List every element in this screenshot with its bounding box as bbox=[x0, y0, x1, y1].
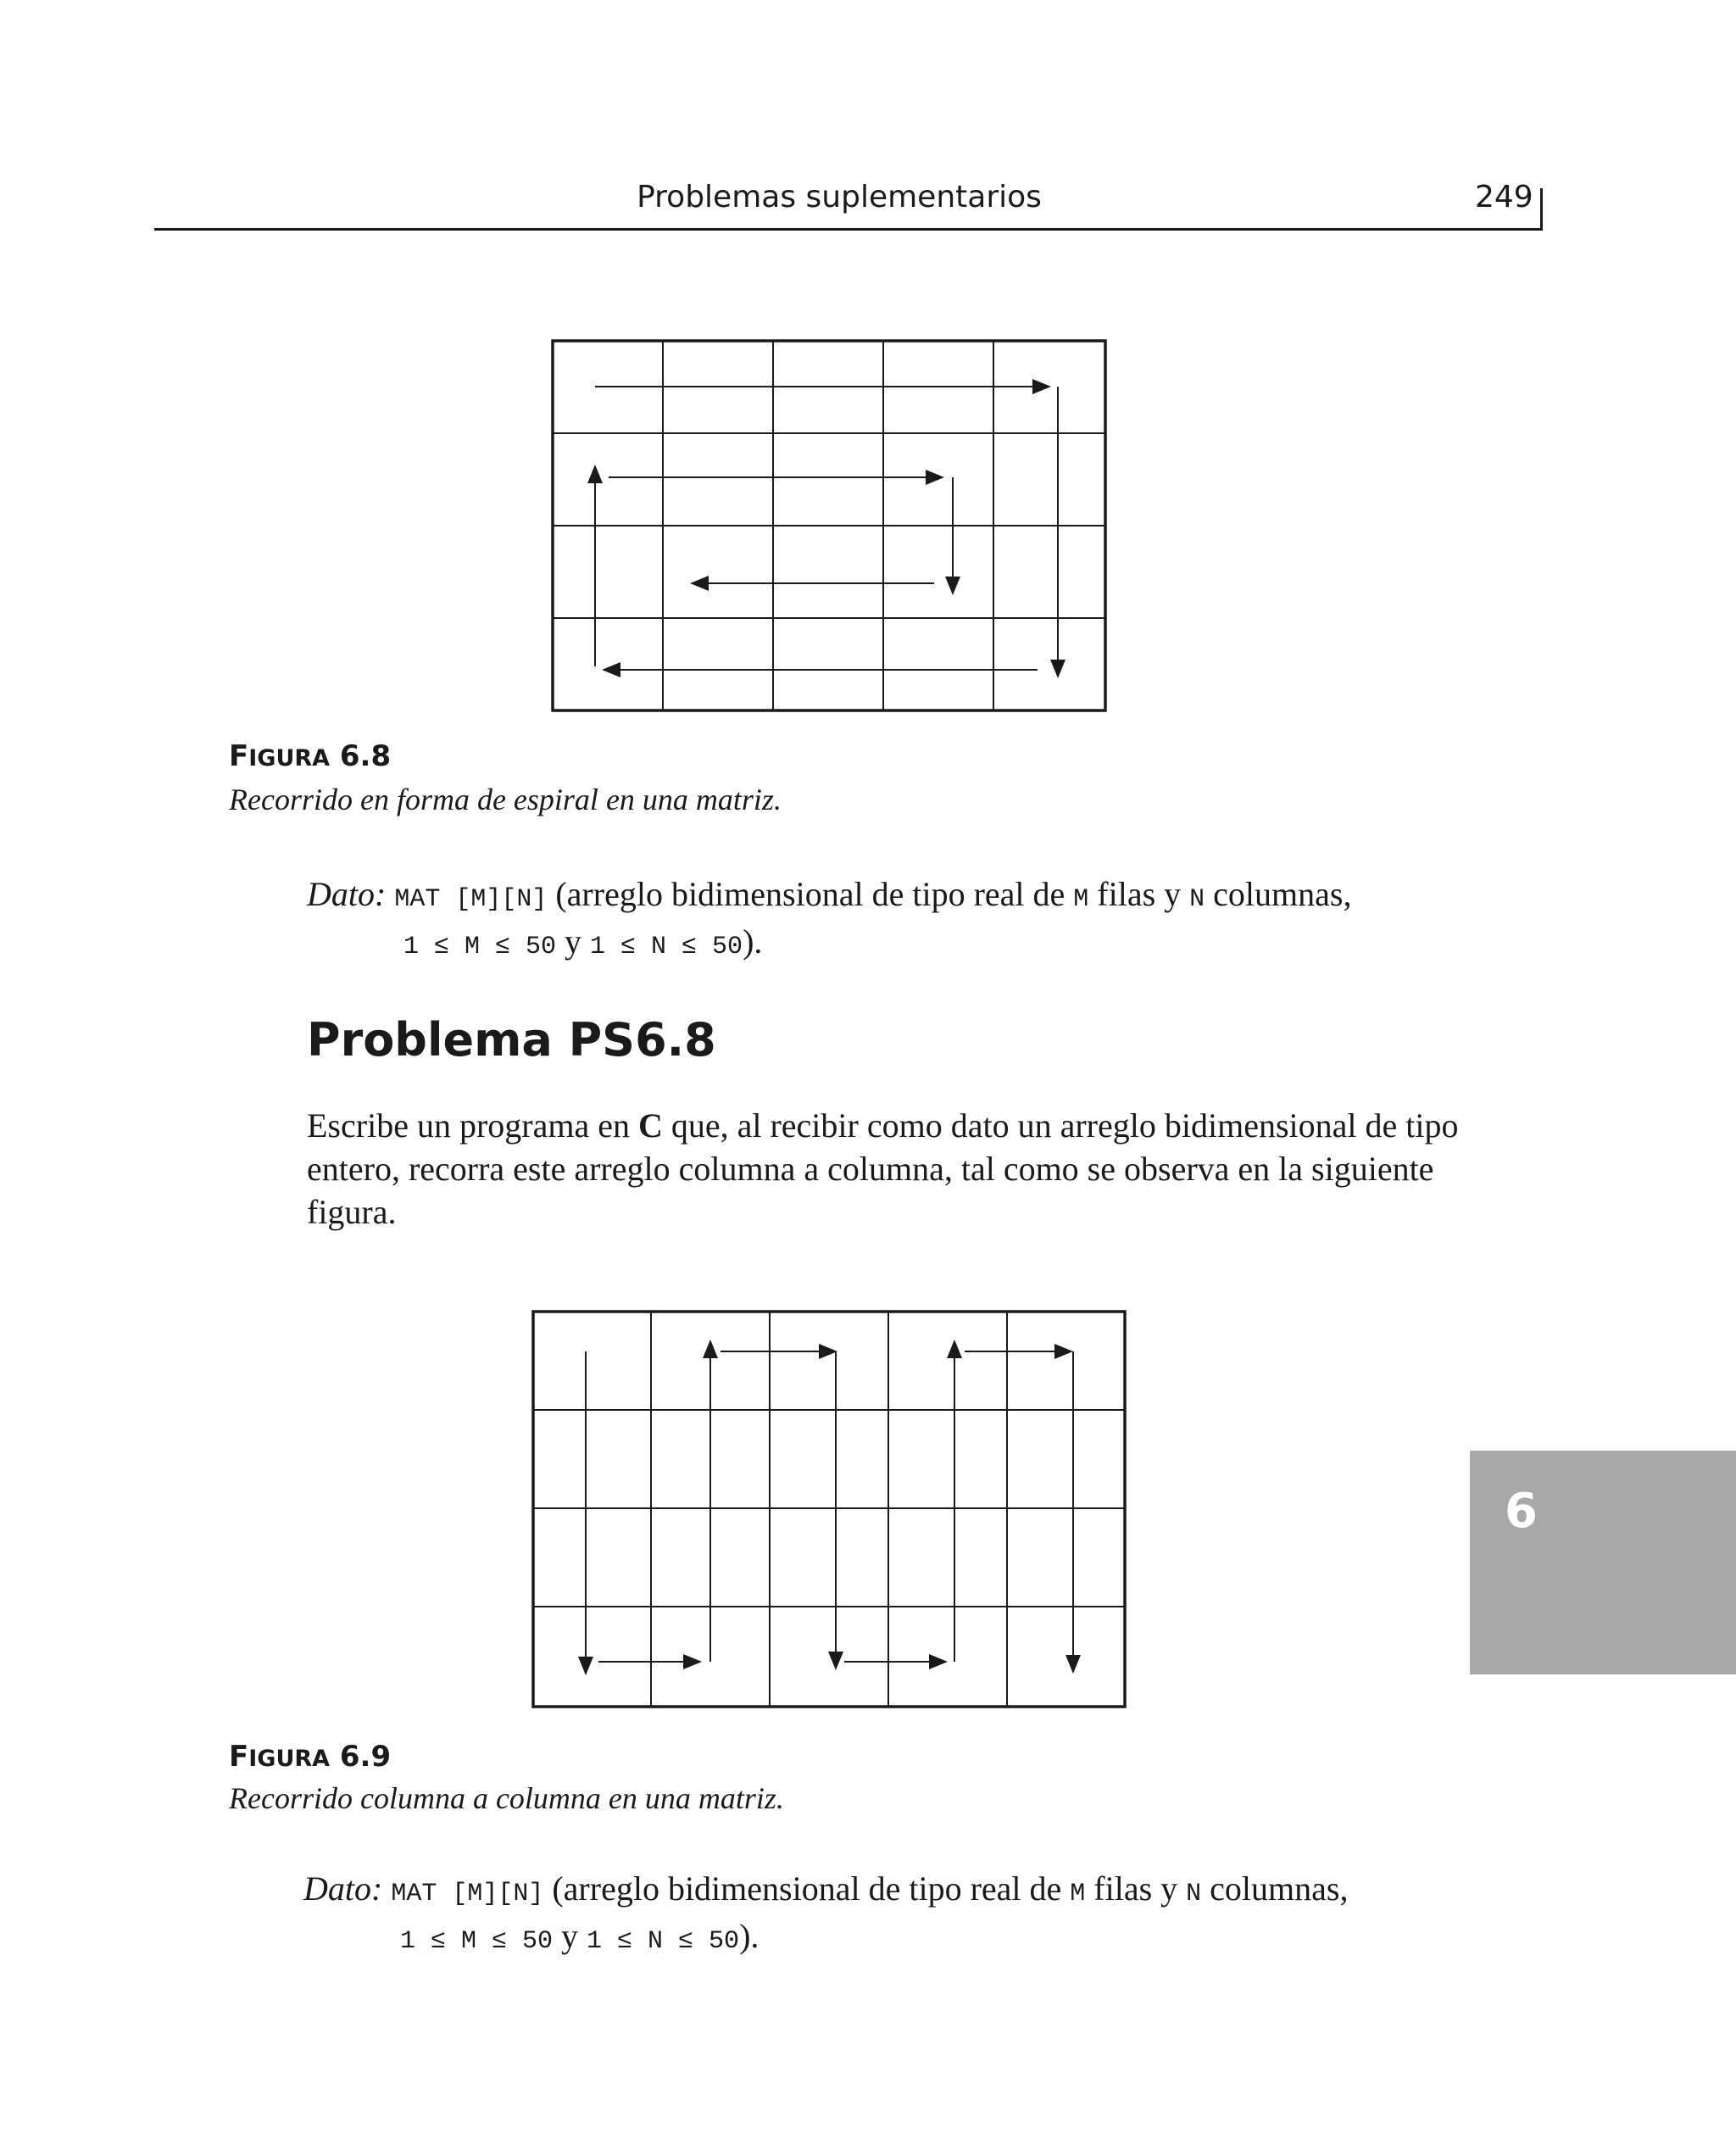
dato-constraints-1 bbox=[403, 922, 762, 961]
running-header-title: Problemas suplementarios bbox=[637, 180, 1042, 214]
label-number: 6.8 bbox=[330, 739, 392, 773]
figure-6-8-label bbox=[229, 739, 391, 773]
dato-m: M bbox=[1070, 1880, 1086, 1908]
dato-line-1 bbox=[307, 874, 1351, 914]
label-prefix: F bbox=[229, 1740, 249, 1774]
statement-bold-c: C bbox=[637, 1106, 663, 1145]
spiral-path-arrows bbox=[595, 387, 1058, 677]
matrix-grid bbox=[553, 341, 1105, 710]
figure-6-9-caption: Recorrido columna a columna en una matriz. bbox=[229, 1781, 784, 1815]
statement-text: que, al recibir como dato un arreglo bidimensional de tipo entero, recorra este arreglo columna a columna, tal como se observa en la siguiente figura. bbox=[307, 1106, 1459, 1231]
statement-text: Escribe un programa en bbox=[307, 1106, 638, 1145]
header-rule-tick bbox=[1540, 188, 1543, 231]
constraint-n: 1 ≤ N ≤ 50 bbox=[587, 1927, 740, 1956]
dato-line-2 bbox=[303, 1869, 1348, 1908]
header-rule bbox=[154, 228, 1543, 231]
matrix-grid bbox=[533, 1312, 1125, 1707]
constraint-m: 1 ≤ M ≤ 50 bbox=[403, 933, 557, 961]
dato-text: y bbox=[553, 1917, 587, 1955]
dato-m: M bbox=[1073, 885, 1089, 914]
label-smallcaps: IGURA bbox=[248, 745, 331, 772]
dato-constraints-2 bbox=[400, 1916, 759, 1956]
problem-statement bbox=[307, 1104, 1477, 1234]
constraint-m: 1 ≤ M ≤ 50 bbox=[400, 1927, 554, 1956]
dato-code: MAT [M][N] bbox=[394, 885, 548, 914]
figure-6-8-spiral-diagram bbox=[548, 337, 1116, 716]
chapter-number: 6 bbox=[1505, 1484, 1538, 1539]
dato-text: (arreglo bidimensional de tipo real de bbox=[547, 875, 1074, 913]
constraint-n: 1 ≤ N ≤ 50 bbox=[590, 933, 743, 961]
dato-text: ). bbox=[743, 922, 763, 961]
problem-title: Problema PS6.8 bbox=[307, 1013, 716, 1067]
dato-text: (arreglo bidimensional de tipo real de bbox=[543, 1869, 1071, 1908]
figure-6-8-caption: Recorrido en forma de espiral en una matriz. bbox=[229, 783, 782, 816]
dato-n: N bbox=[1189, 885, 1205, 914]
figure-6-9-label bbox=[229, 1740, 391, 1774]
dato-text: columnas, bbox=[1201, 1869, 1349, 1908]
dato-text: y bbox=[556, 922, 591, 961]
figure-6-9-column-diagram bbox=[529, 1307, 1129, 1711]
dato-code: MAT [M][N] bbox=[391, 1880, 544, 1908]
dato-label: Dato: bbox=[307, 875, 387, 913]
dato-label: Dato: bbox=[303, 1869, 383, 1908]
label-smallcaps: IGURA bbox=[248, 1746, 331, 1772]
label-number: 6.9 bbox=[330, 1740, 392, 1774]
page-number: 249 bbox=[1475, 180, 1533, 214]
dato-text: filas y bbox=[1085, 1869, 1187, 1908]
dato-text: ). bbox=[739, 1917, 760, 1955]
dato-text: filas y bbox=[1088, 875, 1190, 913]
label-prefix: F bbox=[229, 739, 249, 773]
dato-n: N bbox=[1186, 1880, 1202, 1908]
dato-text: columnas, bbox=[1205, 875, 1352, 913]
